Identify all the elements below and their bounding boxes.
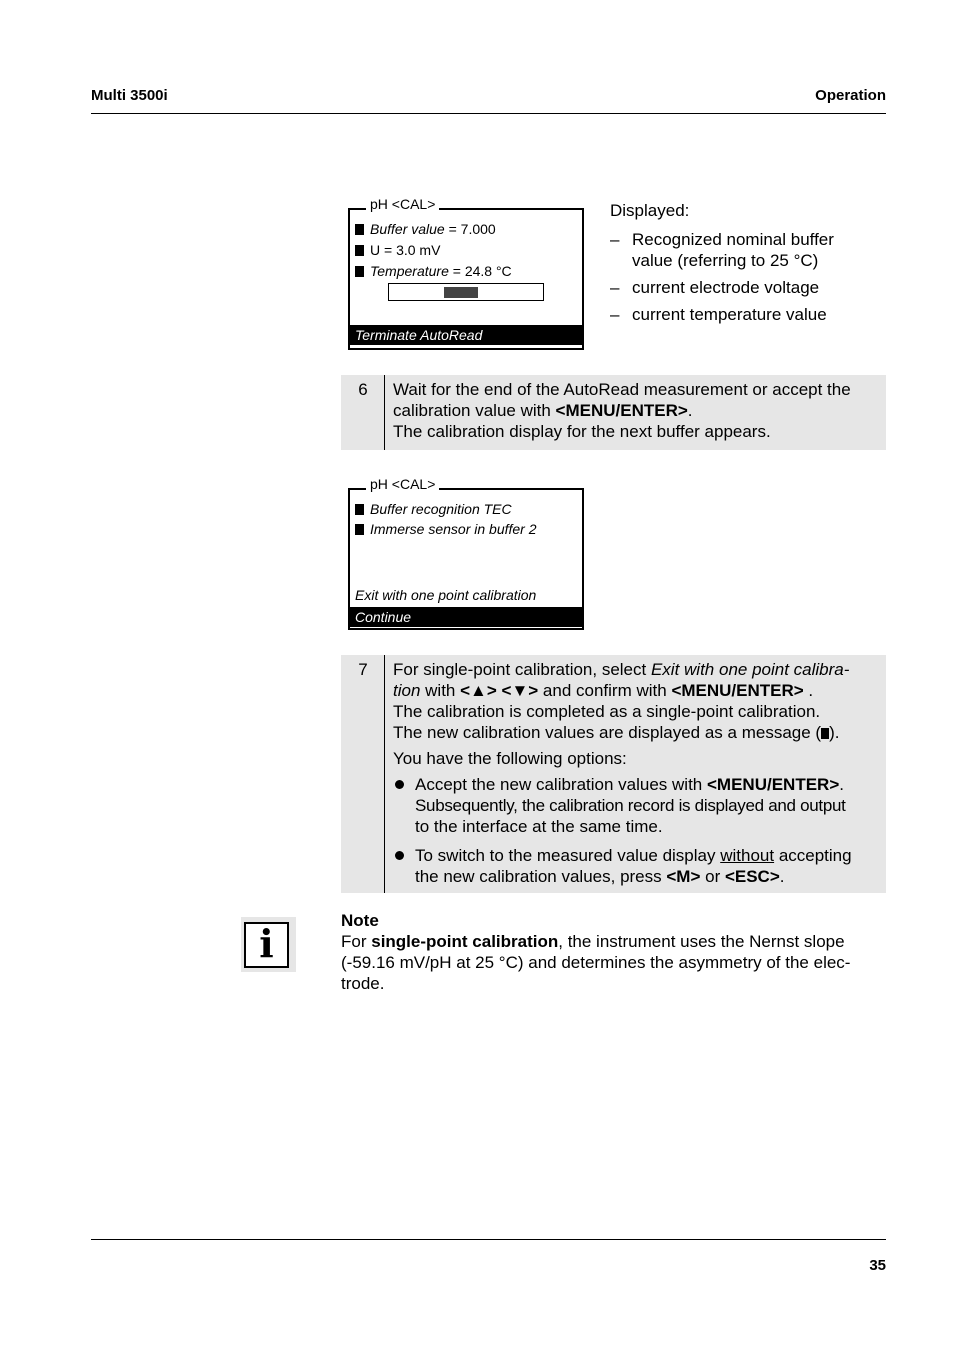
voltage-line: U = 3.0 mV <box>355 241 440 259</box>
square-bullet-icon <box>355 504 364 515</box>
header-title: Multi 3500i <box>91 87 168 104</box>
bullet-dot-icon <box>395 851 404 860</box>
autoread-progress-bar <box>388 283 544 301</box>
footer-rule <box>91 1239 886 1240</box>
step-number: 6 <box>358 380 368 399</box>
note-title: Note <box>341 911 379 930</box>
step-text: For single-point calibration, select Exit with one point calibra- tion with <▲> <▼> and confirm with <MENU/ENTER> . The calibration is completed as a single-point calibration. The new calibration values are displayed as a message ( ). You have the following options: Accept the new calibration values with <MENU/ENTER>. Subsequently, the calibration record is displayed and output to the interface at the same time. To switch to the measured value display without accepting the new calibration values, press <M> or <ESC>. <box>393 659 878 887</box>
exit-one-point-option[interactable]: Exit with one point calibration <box>355 587 537 603</box>
displayed-item: – Recognized nominal buffer value (referring to 25 °C) <box>610 230 834 270</box>
bullet-dot-icon <box>395 780 404 789</box>
header-rule <box>91 113 886 114</box>
option-switch: To switch to the measured value display without accepting the new calibration values, press <M> or <ESC>. <box>393 845 878 887</box>
note-block: Note For single-point calibration, the instrument uses the Nernst slope (-59.16 mV/pH at 25 °C) and determines the asymmetry of the elec- trode. <box>341 910 886 994</box>
info-icon: i <box>241 917 296 972</box>
page-number: 35 <box>869 1257 886 1274</box>
step-6 <box>341 375 886 450</box>
displayed-description <box>610 200 890 325</box>
terminate-autoread-option[interactable]: Terminate AutoRead <box>350 325 582 345</box>
square-bullet-icon <box>355 524 364 535</box>
step-number: 7 <box>358 660 368 679</box>
step-text: Wait for the end of the AutoRead measurement or accept the calibration value with <MENU/ENTER>. The calibration display for the next buffer appears. <box>393 380 851 441</box>
displayed-item: – current electrode voltage <box>610 278 820 297</box>
temperature-line: Temperature = 24.8 °C <box>355 262 512 280</box>
displayed-item: – current temperature value <box>610 305 827 324</box>
square-bullet-icon <box>355 245 364 256</box>
square-bullet-icon <box>355 266 364 277</box>
message-square-icon <box>821 728 829 739</box>
step-7 <box>341 655 886 893</box>
calibration-display-autoread <box>348 196 584 350</box>
step-divider <box>384 655 385 893</box>
option-accept: Accept the new calibration values with <MENU/ENTER>. Subsequently, the calibration record is displayed and output to the interface at the same time. <box>393 774 878 837</box>
display-title: pH <CAL> <box>366 196 439 212</box>
continue-option[interactable]: Continue <box>350 607 582 627</box>
buffer-recognition-line: Buffer recognition TEC <box>355 500 512 518</box>
buffer-value-line: Buffer value = 7.000 <box>355 220 496 238</box>
calibration-display-next-buffer <box>348 476 584 630</box>
progress-indicator <box>444 287 478 298</box>
header-section: Operation <box>815 87 886 104</box>
displayed-intro: Displayed: <box>610 201 690 220</box>
display-title: pH <CAL> <box>366 476 439 492</box>
immerse-sensor-line: Immerse sensor in buffer 2 <box>355 520 537 538</box>
square-bullet-icon <box>355 224 364 235</box>
step-divider <box>384 375 385 450</box>
